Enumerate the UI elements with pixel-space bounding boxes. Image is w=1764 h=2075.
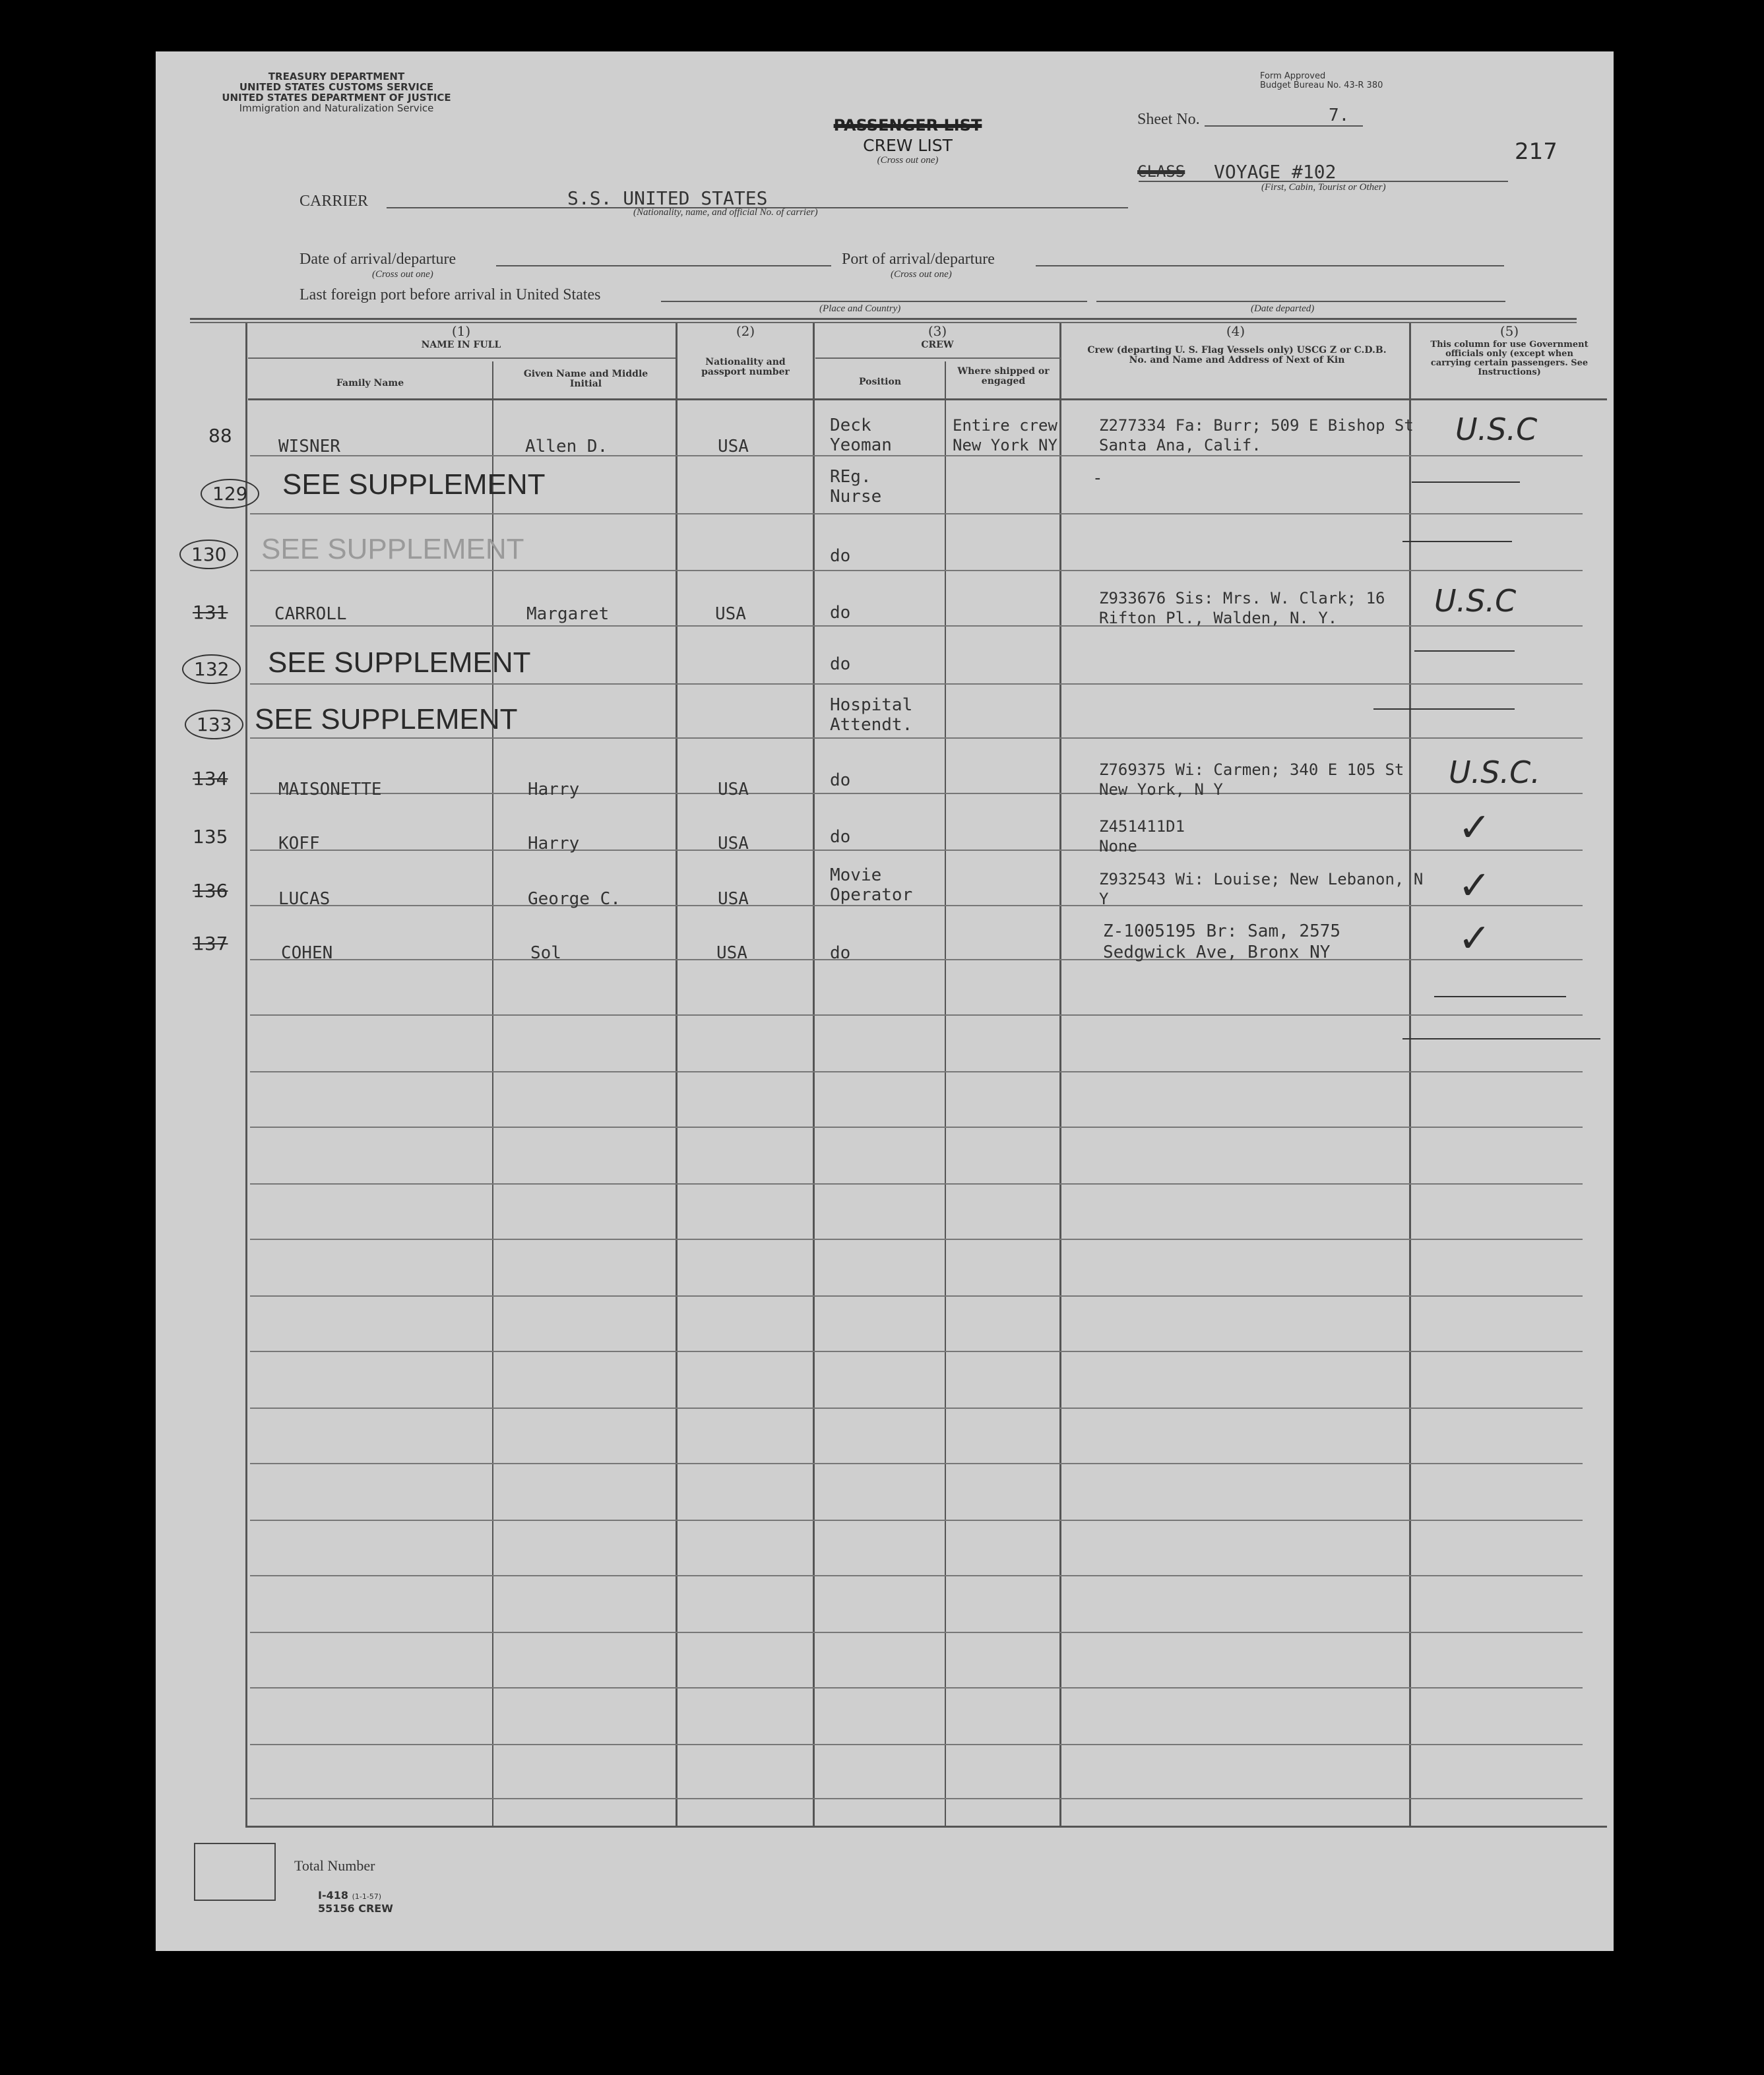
row-rule: [250, 1463, 1583, 1464]
sheet-underline: [1205, 125, 1363, 127]
check-mark: ✓: [1458, 805, 1492, 851]
place-caption: (Place and Country): [819, 303, 901, 314]
row-rule: [250, 1127, 1583, 1128]
row-number: 88: [208, 425, 232, 447]
given-name-header: Given Name and Middle Initial: [523, 369, 648, 389]
port-label: Port of arrival/departure: [842, 251, 995, 268]
check-mark: ✓: [1458, 915, 1492, 962]
cross-out-caption: (Cross out one): [877, 155, 939, 166]
nationality: USA: [715, 604, 746, 624]
row-rule: [250, 1295, 1583, 1297]
where-shipped: Entire crew New York NY: [953, 416, 1057, 454]
carrier-label: CARRIER: [299, 193, 369, 210]
col1-number: (1): [451, 323, 471, 339]
passenger-list-crossed: PASSENGER LIST: [833, 116, 982, 135]
position: do: [830, 943, 851, 963]
form-code: 55156 CREW: [318, 1902, 393, 1915]
col-divider: [245, 323, 247, 1827]
row-rule: [250, 1687, 1583, 1688]
nationality: USA: [716, 943, 747, 963]
row-rule: [250, 1744, 1583, 1745]
where-shipped-header: Where shipped or engaged: [957, 366, 1050, 387]
official-mark: U.S.C: [1455, 412, 1538, 447]
carrier-caption: (Nationality, name, and official No. of carrier): [633, 207, 818, 218]
row-number: 137: [193, 933, 228, 954]
voyage: VOYAGE #102: [1214, 161, 1337, 183]
agency-header: [191, 71, 482, 113]
next-of-kin-header: Crew (departing U. S. Flag Vessels only) USCG Z or C.D.B. No. and Name and Address of Next of Kin: [1087, 345, 1387, 365]
col3-number: (3): [928, 323, 947, 339]
given-name: Sol: [530, 943, 561, 963]
official-use-header: This column for use Government officials only (except when carrying certain passengers. See Instructions): [1430, 340, 1589, 377]
col3-title: CREW: [921, 340, 954, 350]
row-rule: [250, 455, 1583, 456]
last-port-underline: [661, 301, 1087, 302]
position: do: [830, 546, 851, 566]
next-of-kin: Z932543 Wi: Louise; New Lebanon, N Y: [1099, 870, 1424, 908]
family-name: COHEN: [281, 943, 333, 963]
row-rule: [250, 1071, 1583, 1072]
row-number: 131: [193, 602, 228, 623]
col5-number: (5): [1499, 323, 1519, 339]
row-rule: [250, 1520, 1583, 1521]
col-divider: [1409, 323, 1411, 1827]
row-rule: [250, 1014, 1583, 1016]
row-rule: [250, 1575, 1583, 1576]
row-rule: [250, 850, 1583, 851]
date-departed-underline: [1096, 301, 1505, 302]
header-bottom-rule: [248, 398, 1607, 400]
given-name: Allen D.: [525, 437, 608, 456]
agency-line: Immigration and Naturalization Service: [239, 102, 434, 114]
total-number-label: Total Number: [294, 1857, 375, 1874]
table-top-rule: [190, 318, 1577, 320]
official-mark: U.S.C.: [1449, 755, 1540, 790]
next-of-kin: Z769375 Wi: Carmen; 340 E 105 St New York, N Y: [1099, 760, 1404, 799]
family-name: LUCAS: [278, 889, 331, 909]
port-caption: (Cross out one): [891, 269, 952, 280]
class-caption: (First, Cabin, Tourist or Other): [1261, 182, 1386, 193]
crew-list-title: CREW LIST: [863, 136, 953, 155]
nationality: USA: [718, 437, 749, 456]
form-id: [318, 1889, 381, 1902]
form-date: (1-1-57): [352, 1892, 382, 1901]
row-number: 136: [193, 880, 228, 902]
row-rule: [250, 513, 1583, 514]
col-divider: [676, 323, 677, 1827]
supplement-stamp: SEE SUPPLEMENT: [268, 646, 531, 679]
position: do: [830, 827, 851, 847]
position: do: [830, 654, 851, 674]
official-mark: U.S.C: [1434, 583, 1517, 619]
family-name: CARROLL: [274, 604, 347, 624]
row-rule: [250, 1239, 1583, 1240]
col3-subrule: [815, 357, 1061, 359]
supplement-stamp: SEE SUPPLEMENT: [282, 468, 546, 501]
last-port-label: Last foreign port before arrival in United States: [299, 286, 601, 303]
nationality-header: Nationality and passport number: [701, 357, 790, 377]
given-name: George C.: [528, 889, 621, 909]
official-dash: [1402, 1038, 1600, 1039]
position: do: [830, 770, 851, 790]
family-name: KOFF: [278, 834, 320, 853]
given-name: Margaret: [526, 604, 610, 624]
date-departed-caption: (Date departed): [1251, 303, 1315, 314]
col-divider: [492, 361, 493, 1827]
agency-line: TREASURY DEPARTMENT: [268, 71, 405, 82]
row-number-circled: 129: [201, 479, 259, 509]
budget-bureau: Budget Bureau No. 43-R 380: [1260, 80, 1383, 90]
form-approved: Form Approved: [1260, 71, 1326, 81]
position: Deck Yeoman: [830, 416, 892, 455]
date-caption: (Cross out one): [372, 269, 433, 280]
row-rule: [250, 570, 1583, 571]
date-underline: [496, 265, 831, 266]
col-divider: [813, 323, 815, 1827]
next-of-kin: -: [1092, 468, 1103, 488]
col-divider: [945, 361, 946, 1827]
sheet-number: 7.: [1329, 106, 1350, 125]
col1-title: NAME IN FULL: [421, 340, 501, 350]
crew-list-document: [156, 51, 1614, 1951]
position: do: [830, 603, 851, 623]
row-rule: [250, 1351, 1583, 1352]
nationality: USA: [718, 834, 749, 853]
row-number: 134: [193, 768, 228, 790]
row-number-circled: 132: [182, 654, 241, 684]
form-number: I-418: [318, 1889, 348, 1902]
official-dash: [1373, 708, 1515, 710]
position: REg. Nurse: [830, 467, 882, 507]
row-rule: [250, 683, 1583, 685]
row-rule: [250, 1798, 1583, 1799]
supplement-stamp: SEE SUPPLEMENT: [261, 533, 524, 565]
col4-number: (4): [1226, 323, 1245, 339]
row-rule: [250, 1632, 1583, 1633]
official-dash: [1414, 650, 1515, 652]
row-rule: [250, 1408, 1583, 1409]
check-mark: ✓: [1458, 863, 1492, 909]
row-rule: [250, 1183, 1583, 1185]
carrier-value: S.S. UNITED STATES: [567, 187, 768, 209]
sheet-label: Sheet No.: [1137, 111, 1200, 128]
supplement-stamp: SEE SUPPLEMENT: [255, 703, 518, 735]
next-of-kin: Z451411D1 None: [1099, 817, 1185, 855]
position-header: Position: [859, 377, 901, 387]
col-divider: [1059, 323, 1061, 1827]
page-number: 217: [1515, 139, 1558, 165]
list-type-block: [809, 116, 1007, 166]
row-number-circled: 133: [185, 710, 243, 739]
given-name: Harry: [528, 834, 580, 853]
row-rule: [250, 737, 1583, 739]
port-underline: [1036, 265, 1504, 266]
date-label: Date of arrival/departure: [299, 251, 457, 268]
position: Hospital Attendt.: [830, 695, 913, 735]
official-dash: [1434, 996, 1566, 997]
family-name: WISNER: [278, 437, 340, 456]
row-number-circled: 130: [179, 540, 238, 569]
family-name-header: Family Name: [336, 378, 404, 388]
agency-line: UNITED STATES CUSTOMS SERVICE: [239, 81, 434, 93]
agency-line: UNITED STATES DEPARTMENT OF JUSTICE: [222, 92, 451, 104]
total-number-box: [194, 1843, 276, 1901]
official-dash: [1402, 541, 1512, 542]
nationality: USA: [718, 780, 749, 799]
next-of-kin: Z277334 Fa: Burr; 509 E Bishop St Santa Ana, Calif.: [1099, 416, 1414, 454]
nationality: USA: [718, 889, 749, 909]
col1-subrule: [248, 357, 676, 359]
given-name: Harry: [528, 780, 580, 799]
class-crossed: CLASS: [1137, 162, 1185, 181]
official-dash: [1412, 481, 1520, 483]
family-name: MAISONETTE: [278, 780, 382, 799]
next-of-kin: Z-1005195 Br: Sam, 2575 Sedgwick Ave, Bronx NY: [1103, 921, 1341, 962]
next-of-kin: Z933676 Sis: Mrs. W. Clark; 16 Rifton Pl., Walden, N. Y.: [1099, 589, 1385, 627]
col2-number: (2): [736, 323, 755, 339]
row-number: 135: [193, 826, 228, 848]
position: Movie Operator: [830, 865, 913, 905]
table-bottom-rule: [245, 1826, 1607, 1828]
